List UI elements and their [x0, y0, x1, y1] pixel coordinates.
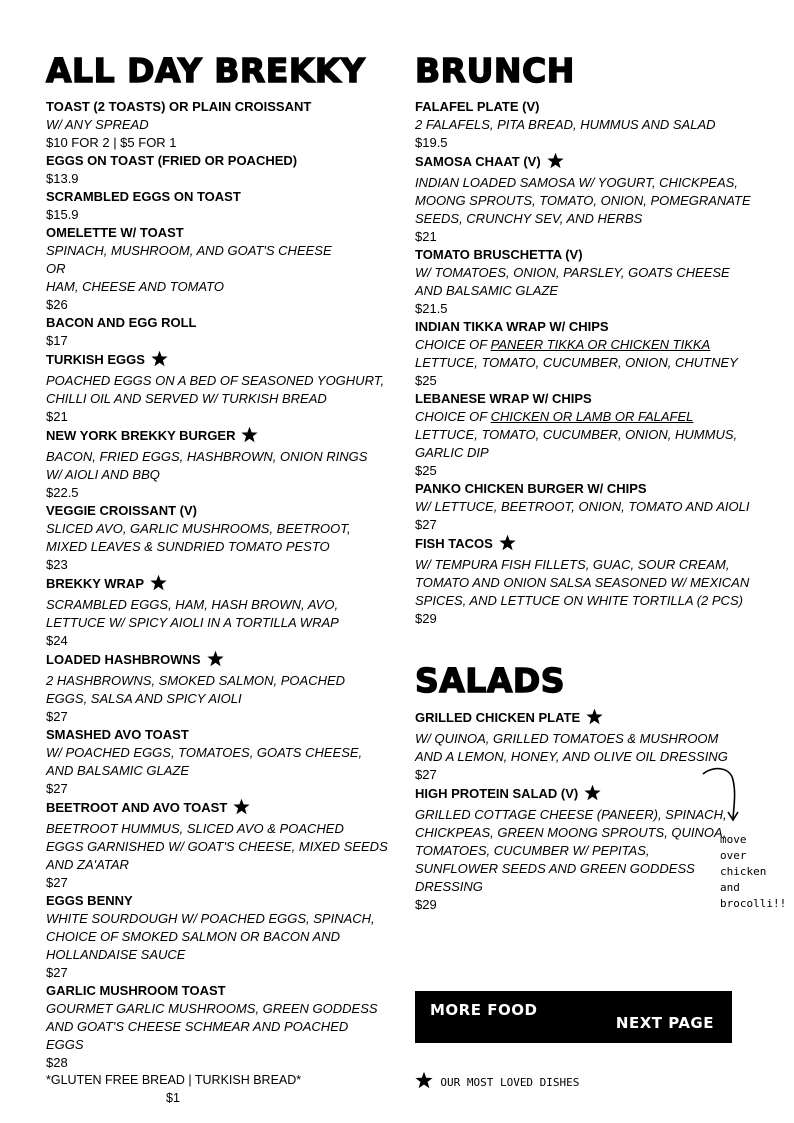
menu-item-name: OMELETTE W/ TOAST: [46, 225, 184, 240]
menu-item: [46, 314, 396, 350]
menu-item-description: AND GOAT'S CHEESE SCHMEAR AND POACHED: [46, 1019, 349, 1034]
menu-item-price: $10 FOR 2 | $5 FOR 1: [46, 135, 177, 150]
menu-item-description: LETTUCE, TOMATO, CUCUMBER, ONION, HUMMUS,: [415, 427, 738, 442]
menu-item-description: W/ LETTUCE, BEETROOT, ONION, TOMATO AND AIOLI: [415, 499, 750, 514]
more-food-banner[interactable]: [415, 991, 732, 1043]
menu-item-description: WHITE SOURDOUGH W/ POACHED EGGS, SPINACH,: [46, 911, 375, 926]
menu-item-description: AND ZA'ATAR: [46, 857, 129, 872]
menu-item-title: [46, 798, 396, 820]
menu-item-description: TOMATOES, CUCUMBER W/ PEPITAS,: [415, 843, 650, 858]
menu-item: [415, 98, 775, 152]
gluten-free-price: $1: [166, 1091, 180, 1105]
menu-item-description: SEEDS, CRUNCHY SEV, AND HERBS: [415, 211, 643, 226]
more-food-label: MORE FOOD: [430, 1001, 538, 1019]
menu-item: [46, 798, 396, 892]
menu-item-name: SMASHED AVO TOAST: [46, 727, 189, 742]
menu-item-title: [415, 98, 775, 116]
menu-item-description: CHILLI OIL AND SERVED W/ TURKISH BREAD: [46, 391, 327, 406]
menu-item-price: $24: [46, 633, 68, 648]
menu-item-description: W/ QUINOA, GRILLED TOMATOES & MUSHROOM: [415, 731, 719, 746]
menu-item-name: PANKO CHICKEN BURGER W/ CHIPS: [415, 481, 647, 496]
menu-item-title: [46, 188, 396, 206]
star-icon: [415, 1071, 433, 1089]
menu-item-name: FALAFEL PLATE (V): [415, 99, 540, 114]
menu-item-title: [46, 426, 396, 448]
menu-item-description: LETTUCE W/ SPICY AIOLI IN A TORTILLA WRAP: [46, 615, 339, 630]
menu-item: [46, 982, 396, 1072]
menu-item: [415, 152, 775, 246]
handwritten-note: [720, 832, 786, 912]
brunch-items: [415, 98, 775, 628]
menu-item: [46, 650, 396, 726]
menu-item-name: HIGH PROTEIN SALAD (V): [415, 786, 579, 801]
menu-item-description: GRILLED COTTAGE CHEESE (PANEER), SPINACH,: [415, 807, 727, 822]
menu-item-price: $27: [46, 875, 68, 890]
menu-item-price: $28: [46, 1055, 68, 1070]
star-icon: [584, 784, 601, 806]
menu-item-description: DRESSING: [415, 879, 483, 894]
menu-item-price: $17: [46, 333, 68, 348]
menu-item-title: [415, 390, 775, 408]
menu-item-name: FISH TACOS: [415, 536, 493, 551]
menu-item: [415, 390, 775, 480]
menu-item-title: [46, 152, 396, 170]
salads-title: SALADS: [415, 661, 566, 700]
star-icon: [233, 798, 250, 820]
star-icon: [150, 574, 167, 596]
note-line: and: [720, 881, 740, 894]
description-prefix: CHOICE OF: [415, 409, 491, 424]
menu-item-description: 2 FALAFELS, PITA BREAD, HUMMUS AND SALAD: [415, 117, 716, 132]
description-choice: PANEER TIKKA OR CHICKEN TIKKA: [490, 337, 711, 352]
menu-item-description: W/ TOMATOES, ONION, PARSLEY, GOATS CHEESE: [415, 265, 730, 280]
menu-item-description: SLICED AVO, GARLIC MUSHROOMS, BEETROOT,: [46, 521, 351, 536]
menu-item-description: SPINACH, MUSHROOM, AND GOAT'S CHEESE: [46, 243, 332, 258]
menu-item: [46, 188, 396, 224]
menu-item-title: [46, 314, 396, 332]
menu-item-description: SCRAMBLED EGGS, HAM, HASH BROWN, AVO,: [46, 597, 339, 612]
description-prefix: CHOICE OF: [415, 337, 491, 352]
menu-item-name: TOMATO BRUSCHETTA (V): [415, 247, 583, 262]
menu-item-name: SCRAMBLED EGGS ON TOAST: [46, 189, 241, 204]
brekky-items: [46, 98, 396, 1072]
menu-item-description: MOONG SPROUTS, TOMATO, ONION, POMEGRANATE: [415, 193, 751, 208]
star-icon: [586, 708, 603, 730]
menu-item-name: TOAST (2 TOASTS) OR PLAIN CROISSANT: [46, 99, 312, 114]
brunch-title: BRUNCH: [415, 51, 575, 90]
menu-item-description: INDIAN LOADED SAMOSA W/ YOGURT, CHICKPEAS,: [415, 175, 738, 190]
next-page-label: NEXT PAGE: [615, 1014, 714, 1032]
curved-arrow-icon: [700, 766, 744, 828]
menu-item-price: $29: [415, 897, 437, 912]
menu-item-title: [415, 318, 775, 336]
brekky-column: [46, 52, 396, 1072]
menu-item-price: $27: [415, 517, 437, 532]
menu-item-description: BACON, FRIED EGGS, HASHBROWN, ONION RINGS: [46, 449, 368, 464]
menu-item-name: INDIAN TIKKA WRAP W/ CHIPS: [415, 319, 609, 334]
menu-item-title: [46, 224, 396, 242]
menu-item-description: POACHED EGGS ON A BED OF SEASONED YOGHURT,: [46, 373, 385, 388]
menu-item-description: AND A LEMON, HONEY, AND OLIVE OIL DRESSING: [415, 749, 728, 764]
star-icon: [547, 152, 564, 174]
menu-item-description: CHOICE OF SMOKED SALMON OR BACON AND: [46, 929, 340, 944]
note-line: brocolli!!: [720, 897, 787, 910]
menu-item-description: W/ TEMPURA FISH FILLETS, GUAC, SOUR CREAM,: [415, 557, 730, 572]
menu-item-title: [46, 650, 396, 672]
menu-item-price: $22.5: [46, 485, 79, 500]
menu-item-name: EGGS BENNY: [46, 893, 133, 908]
menu-item-name: TURKISH EGGS: [46, 352, 145, 367]
menu-item-name: GARLIC MUSHROOM TOAST: [46, 983, 226, 998]
menu-item-description: SUNFLOWER SEEDS AND GREEN GODDESS: [415, 861, 695, 876]
menu-item-price: $26: [46, 297, 68, 312]
menu-item-title: [415, 480, 775, 498]
menu-item-description: HAM, CHEESE AND TOMATO: [46, 279, 224, 294]
menu-item-price: $15.9: [46, 207, 79, 222]
menu-item-price: $27: [46, 965, 68, 980]
menu-item: [415, 480, 775, 534]
menu-item-title: [46, 98, 396, 116]
star-icon: [241, 426, 258, 448]
menu-item-description: MIXED LEAVES & SUNDRIED TOMATO PESTO: [46, 539, 330, 554]
menu-item: [46, 98, 396, 152]
menu-item-title: [46, 982, 396, 1000]
menu-item-title: [415, 152, 775, 174]
menu-item-description: [415, 336, 775, 354]
menu-item-price: $25: [415, 463, 437, 478]
menu-item-name: NEW YORK BREKKY BURGER: [46, 428, 236, 443]
menu-item: [46, 574, 396, 650]
menu-item: [415, 246, 775, 318]
menu-item-price: $27: [46, 709, 68, 724]
menu-item-description: CHICKPEAS, GREEN MOONG SPROUTS, QUINOA,: [415, 825, 727, 840]
star-icon: [499, 534, 516, 556]
menu-item-description: 2 HASHBROWNS, SMOKED SALMON, POACHED: [46, 673, 346, 688]
menu-item: [46, 350, 396, 426]
menu-item-description: W/ ANY SPREAD: [46, 117, 149, 132]
menu-item-title: [415, 246, 775, 264]
note-line: over: [720, 849, 747, 862]
menu-item-name: EGGS ON TOAST (FRIED OR POACHED): [46, 153, 298, 168]
menu-item-name: VEGGIE CROISSANT (V): [46, 503, 197, 518]
menu-item-name: BEETROOT AND AVO TOAST: [46, 800, 228, 815]
menu-item-description: TOMATO AND ONION SALSA SEASONED W/ MEXICAN: [415, 575, 750, 590]
note-line: chicken: [720, 865, 767, 878]
menu-item-price: $27: [415, 767, 437, 782]
menu-item-price: $19.5: [415, 135, 448, 150]
menu-item-name: LEBANESE WRAP W/ CHIPS: [415, 391, 592, 406]
menu-item-price: $21: [46, 409, 68, 424]
menu-item-name: SAMOSA CHAAT (V): [415, 154, 541, 169]
menu-item: [46, 224, 396, 314]
menu-item: [415, 534, 775, 628]
menu-item-title: [415, 708, 775, 730]
menu-item-description: HOLLANDAISE SAUCE: [46, 947, 186, 962]
menu-item-title: [415, 534, 775, 556]
menu-item-description: GARLIC DIP: [415, 445, 489, 460]
menu-item-price: $25: [415, 373, 437, 388]
note-line: move: [720, 833, 747, 846]
menu-item-description: BEETROOT HUMMUS, SLICED AVO & POACHED: [46, 821, 344, 836]
menu-item-description: W/ POACHED EGGS, TOMATOES, GOATS CHEESE,: [46, 745, 363, 760]
menu-item-title: [46, 726, 396, 744]
menu-item-price: $27: [46, 781, 68, 796]
menu-item: [46, 426, 396, 502]
menu-item-title: [46, 892, 396, 910]
star-icon: [207, 650, 224, 672]
description-choice: CHICKEN OR LAMB OR FALAFEL: [490, 409, 694, 424]
menu-item-description: AND BALSAMIC GLAZE: [46, 763, 190, 778]
brekky-title: ALL DAY BREKKY: [46, 51, 366, 90]
menu-item-name: GRILLED CHICKEN PLATE: [415, 710, 581, 725]
menu-item-price: $13.9: [46, 171, 79, 186]
menu-item-description: [415, 408, 775, 426]
menu-item-name: LOADED HASHBROWNS: [46, 652, 201, 667]
legend-label: OUR MOST LOVED DISHES: [440, 1076, 580, 1089]
menu-item: [46, 152, 396, 188]
menu-item-description: EGGS, SALSA AND SPICY AIOLI: [46, 691, 242, 706]
menu-item-description: EGGS GARNISHED W/ GOAT'S CHEESE, MIXED SEEDS: [46, 839, 388, 854]
menu-item-price: $23: [46, 557, 68, 572]
menu-item: [46, 726, 396, 798]
star-icon: [151, 350, 168, 372]
menu-item-title: [46, 502, 396, 520]
menu-item-description: AND BALSAMIC GLAZE: [415, 283, 559, 298]
menu-item-price: $21: [415, 229, 437, 244]
menu-item-name: BREKKY WRAP: [46, 576, 144, 591]
menu-item-description: W/ AIOLI AND BBQ: [46, 467, 160, 482]
menu-item-name: BACON AND EGG ROLL: [46, 315, 197, 330]
menu-item-title: [46, 574, 396, 596]
menu-item-price: $21.5: [415, 301, 448, 316]
menu-item: [46, 502, 396, 574]
menu-item-description: LETTUCE, TOMATO, CUCUMBER, ONION, CHUTNEY: [415, 355, 738, 370]
gluten-free-note: *GLUTEN FREE BREAD | TURKISH BREAD*: [46, 1073, 302, 1087]
menu-item: [46, 892, 396, 982]
menu-item-description: GOURMET GARLIC MUSHROOMS, GREEN GODDESS: [46, 1001, 378, 1016]
menu-item-description: OR: [46, 261, 66, 276]
legend: [415, 1071, 579, 1092]
menu-item-title: [46, 350, 396, 372]
menu-item: [415, 318, 775, 390]
menu-item-description: EGGS: [46, 1037, 84, 1052]
menu-item-price: $29: [415, 611, 437, 626]
menu-item-description: SPICES, AND LETTUCE ON WHITE TORTILLA (2 PCS): [415, 593, 743, 608]
